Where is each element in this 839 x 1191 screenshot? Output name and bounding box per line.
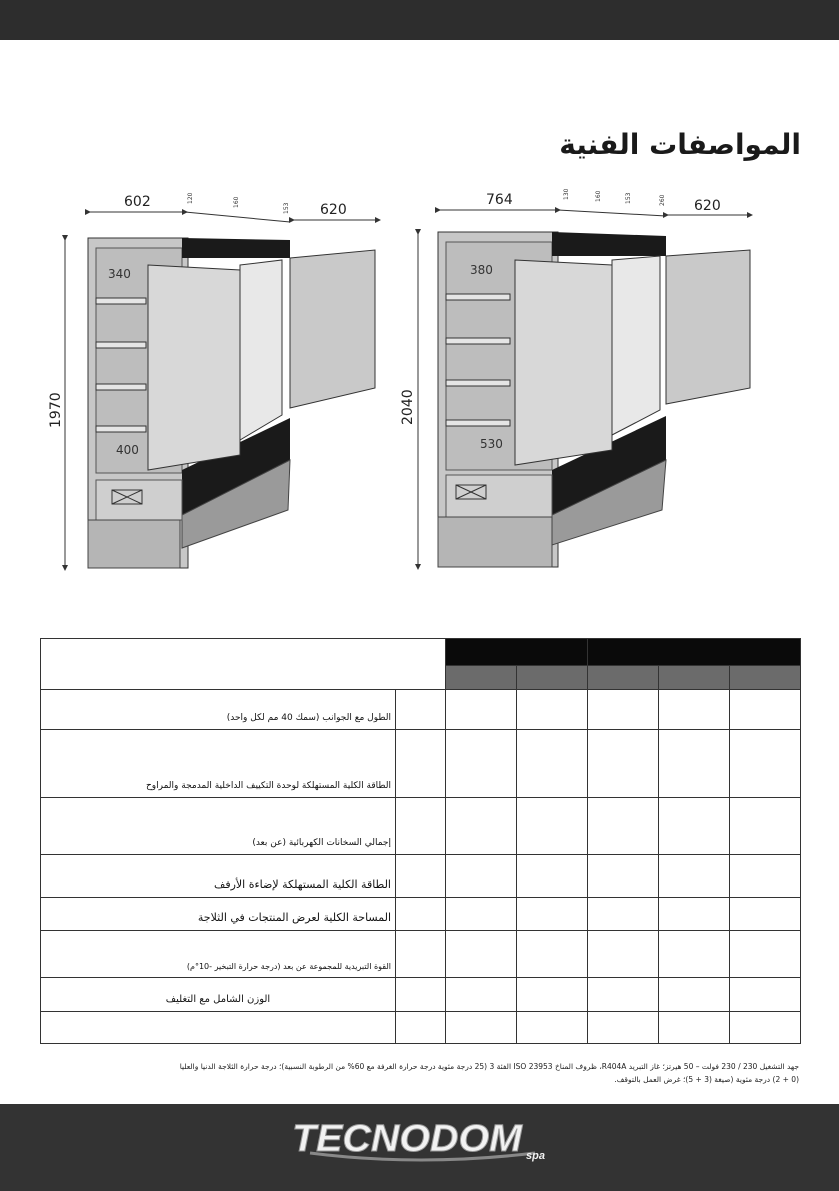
row-label: الطاقة الكلية المستهلكة لإضاءة الأرفف xyxy=(41,855,396,898)
right-small-dim-3: 153 xyxy=(625,192,632,204)
footnote-line-1: جهد التشغيل 230 / 230 فولت – 50 هيرتز؛ غاز التبريد R404A، ظروف المناخ ISO 23953 الفئة 3 (25 درجة مئوية درجة حرارة الغرفة مع 60% من الرطوبة النسبية)؛ درجة حرارة الثلاجة الدنيا والعليا xyxy=(179,1062,799,1071)
row-label xyxy=(41,1012,396,1044)
table-row xyxy=(41,931,801,978)
left-small-dim-3: 153 xyxy=(283,202,290,214)
table-row xyxy=(41,978,801,1012)
table-row xyxy=(41,730,801,798)
row-label: الوزن الشامل مع التغليف xyxy=(41,978,396,1012)
left-gap-label: 620 xyxy=(320,202,347,218)
left-width-label: 602 xyxy=(124,194,151,210)
row-label: المساحة الكلية لعرض المنتجات في الثلاجة xyxy=(41,898,396,931)
left-shelf-top-label: 340 xyxy=(108,267,131,281)
row-label: الطاقة الكلية المستهلكة لوحدة التكييف الداخلية المدمجة والمراوح xyxy=(41,730,396,798)
top-bar xyxy=(0,0,839,40)
right-height-label: 2040 xyxy=(400,389,416,425)
table-row xyxy=(41,898,801,931)
table-row xyxy=(41,855,801,898)
logo-text: TECNODOM xyxy=(292,1118,524,1160)
table-header-blank xyxy=(41,639,446,690)
right-small-dim-2: 160 xyxy=(595,190,602,202)
left-small-dim-2: 160 xyxy=(233,196,240,208)
right-gap-label: 620 xyxy=(694,198,721,214)
right-cabinet-drawing xyxy=(418,210,750,567)
left-shelf-bottom-label: 400 xyxy=(116,443,139,457)
header-group-1 xyxy=(446,639,588,666)
header-model-cell xyxy=(517,666,588,690)
logo-suffix: spa xyxy=(526,1150,545,1162)
header-model-cell xyxy=(730,666,801,690)
right-small-dim-1: 130 xyxy=(563,188,570,200)
right-width-label: 764 xyxy=(486,192,513,208)
footnote xyxy=(39,1060,799,1086)
footnote-line-2: (0 + 2) درجة مئوية (صيغة (3 + 5)؛ غرض العمل بالتوقف. xyxy=(614,1075,799,1084)
table-row xyxy=(41,798,801,855)
header-model-cell xyxy=(446,666,517,690)
right-shelf-bottom-label: 530 xyxy=(480,437,503,451)
right-small-dim-4: 260 xyxy=(659,194,666,206)
spec-table xyxy=(40,638,801,1044)
header-model-cell xyxy=(659,666,730,690)
table-row xyxy=(41,690,801,730)
row-label: القوة التبريدية للمجموعة عن بعد (درجة حرارة التبخير -10°م) xyxy=(41,931,396,978)
row-label: الطول مع الجوانب (سمك 40 مم لكل واحد) xyxy=(41,690,396,730)
tecnodom-logo xyxy=(290,1115,550,1165)
left-height-label: 1970 xyxy=(48,392,64,428)
left-cabinet-drawing xyxy=(65,212,378,568)
technical-drawing xyxy=(0,170,839,580)
right-shelf-top-label: 380 xyxy=(470,263,493,277)
header-group-2 xyxy=(588,639,801,666)
page-title: المواصفات الفنية xyxy=(559,128,801,161)
left-small-dim-1: 120 xyxy=(187,192,194,204)
row-label: إجمالي السخانات الكهربائية (عن بعد) xyxy=(41,798,396,855)
table-row xyxy=(41,1012,801,1044)
header-model-cell xyxy=(588,666,659,690)
